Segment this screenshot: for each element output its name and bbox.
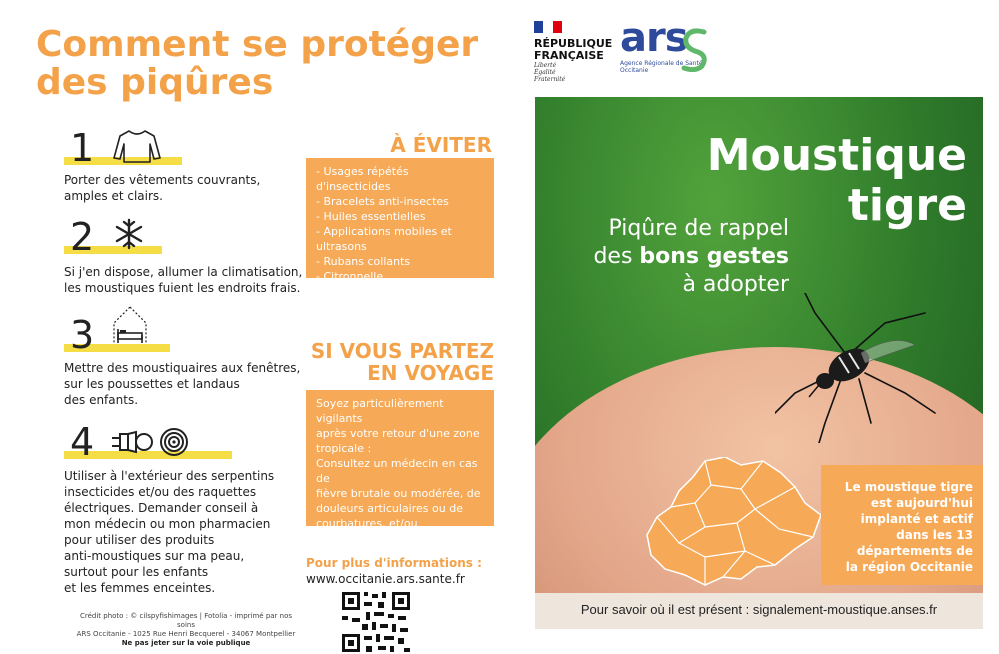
poster [535, 97, 983, 629]
snowflake-icon [112, 217, 146, 251]
avoid-heading: À ÉVITER [390, 133, 492, 157]
ars-logo: ars Agence Régionale de Santé Occitanie [620, 18, 703, 74]
travel-heading: SI VOUS PARTEZ EN VOYAGE [310, 339, 494, 385]
ars-swoosh-icon [678, 26, 710, 72]
occitanie-map-icon [645, 457, 825, 589]
republique-francaise-logo: RÉPUBLIQUE FRANÇAISE Liberté Égalité Fraternité [534, 20, 612, 83]
poster-footer-text: Pour savoir où il est présent : signalement-moustique.anses.fr [580, 602, 938, 617]
mosquito-net-bed-icon [108, 305, 152, 347]
info-box-text: Le moustique tigre est aujourd'hui implanté et actif dans les 13 départements de la région Occitanie [844, 480, 973, 574]
info-heading: Pour plus d'informations : [306, 556, 482, 570]
step-text: Mettre des moustiquaires aux fenêtres, sur les poussettes et landaus des enfants. [64, 361, 301, 407]
sweater-icon [112, 128, 162, 164]
mosquito-icon [775, 293, 975, 443]
step-text: Porter des vêtements couvrants, amples et clairs. [64, 173, 261, 203]
poster-subtitle: Piqûre de rappel des bons gestes à adopter [593, 216, 789, 297]
step-text: Si j'en dispose, allumer la climatisation, les moustiques fuient les endroits frais. [64, 265, 303, 295]
step-number: 4 [70, 420, 95, 464]
step-number: 3 [70, 313, 95, 357]
page-title: Comment se protéger des piqûres [36, 24, 479, 103]
french-flag-icon [534, 21, 562, 33]
plug-coil-icon [110, 426, 192, 458]
credit-block: Crédit photo : © cilspyfishimages | Fotolia - imprimé par nos soins ARS Occitanie - 1025 Rue Henri Becquerel - 34067 Montpellier Ne pas jeter sur la voie publique [76, 612, 296, 647]
info-url[interactable]: www.occitanie.ars.sante.fr [306, 572, 465, 586]
poster-title: Moustique tigre [706, 130, 967, 231]
avoid-box: - Usages répétés d'insecticides - Bracelets anti-insectes - Huiles essentielles - Applications mobiles et ultrasons - Rubans collants - Citronnelle [306, 158, 494, 278]
travel-box: Soyez particulièrement vigilants après votre retour d'une zone tropicale : Consultez un médecin en cas de fièvre brutale ou modérée, de douleurs articulaires ou de courbatures, et/ou d'éruptions cutanées. [306, 390, 494, 526]
ars-wordmark: ars [620, 15, 688, 61]
step-number: 2 [70, 215, 95, 259]
step-text: Utiliser à l'extérieur des serpentins insecticides et/ou des raquettes électriques. Demander conseil à mon médecin ou mon pharmacien pour utiliser des produits anti-moustiques sur ma peau, surtout pour les enfants et les femmes enceintes. [64, 469, 275, 595]
qr-code-icon[interactable] [340, 590, 412, 654]
step-number: 1 [70, 126, 95, 170]
